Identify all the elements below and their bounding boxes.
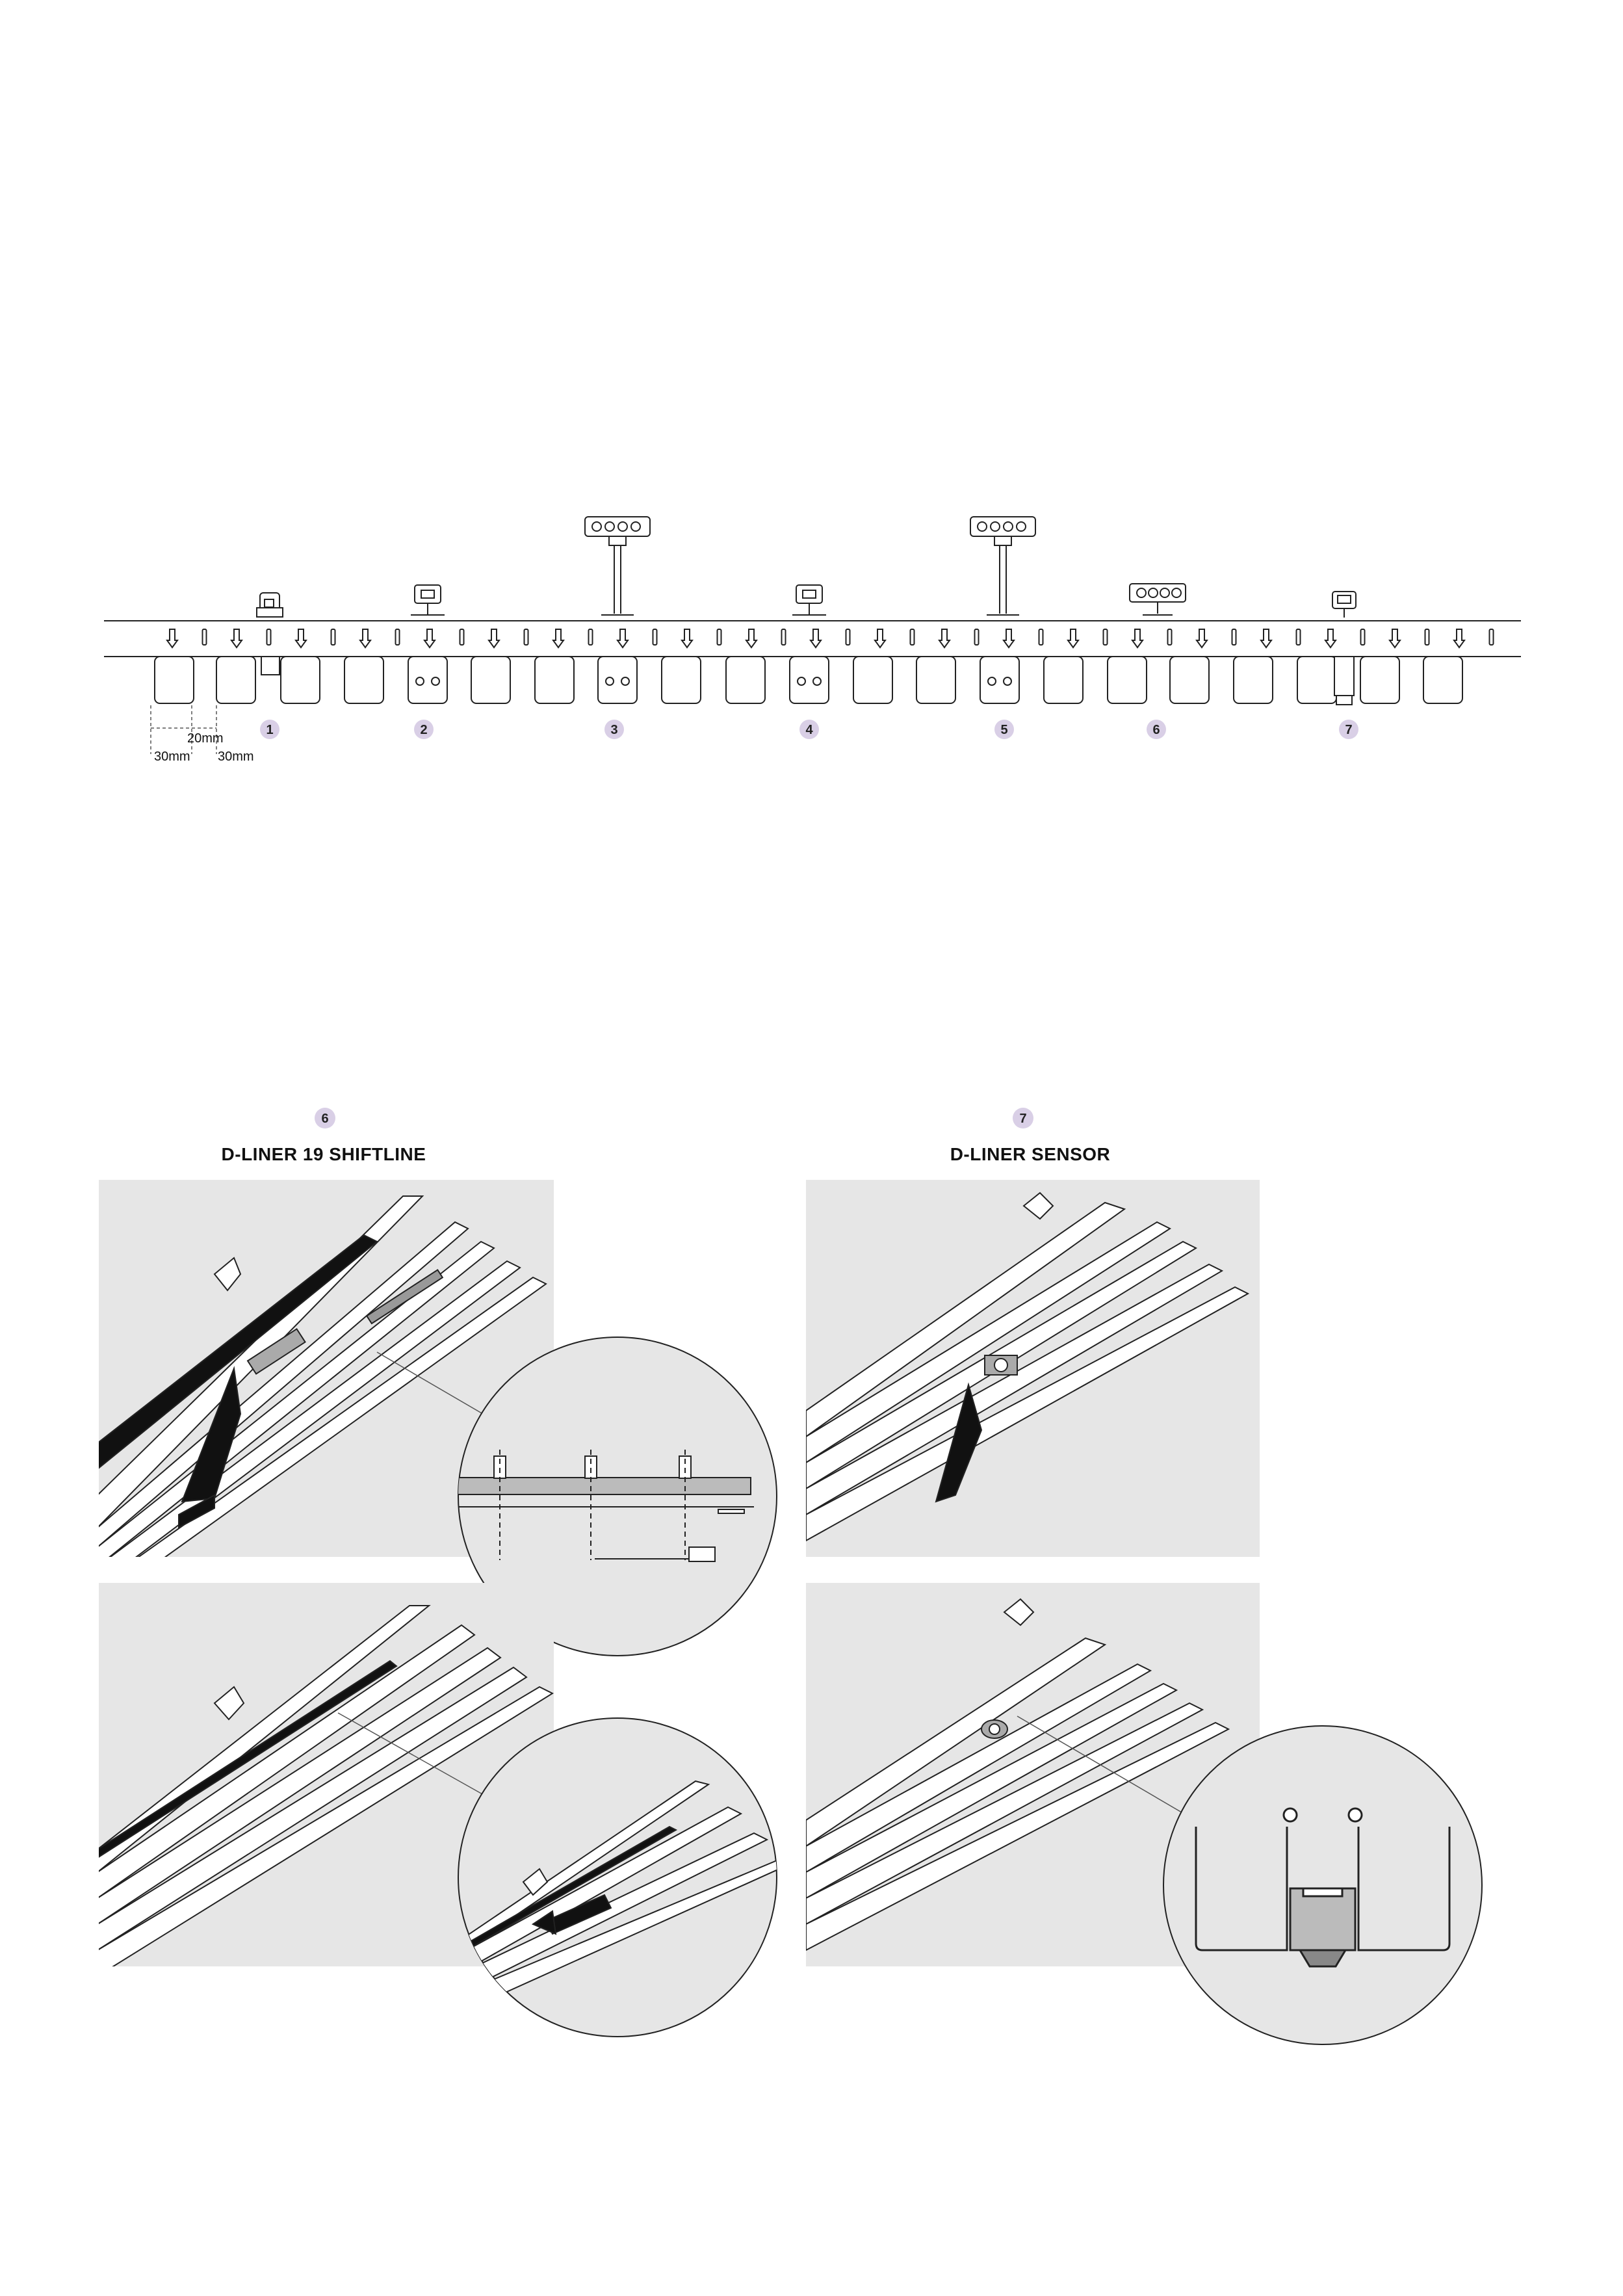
rail-mark [811, 629, 821, 647]
downlight-module [662, 657, 701, 703]
rail-mark [231, 629, 242, 647]
downlight-module [535, 657, 574, 703]
rail-mark [617, 629, 628, 647]
mount-3-icon [585, 517, 650, 615]
rail-mark [1004, 629, 1014, 647]
rail-mark [460, 629, 464, 645]
rail-mark [1197, 629, 1207, 647]
svg-text:4: 4 [805, 723, 813, 737]
downlight-module [1234, 657, 1273, 703]
dimension-spacing-label: 20mm [187, 731, 224, 746]
mount-6-icon [1130, 584, 1186, 615]
downlight-module [1170, 657, 1209, 703]
rail-mark [489, 629, 499, 647]
downlight-module [726, 657, 765, 703]
downlight-module [408, 657, 447, 703]
callout-badge-1 [260, 720, 279, 739]
rail-mark [396, 629, 400, 645]
downlight-module [216, 657, 255, 703]
rail-mark [682, 629, 692, 647]
svg-text:6: 6 [1152, 723, 1160, 737]
rail-mark [424, 629, 435, 647]
dimension-width-right-label: 30mm [218, 750, 254, 764]
rail-mark [267, 629, 271, 645]
rail-mark [1168, 629, 1172, 645]
rail-mark [203, 629, 207, 645]
callout-badges [260, 720, 1358, 739]
rail-mark [975, 629, 979, 645]
rail-mark [1361, 629, 1365, 645]
callout-badge-6 [1147, 720, 1166, 739]
downlight-module [471, 657, 510, 703]
downlight-module [790, 657, 829, 703]
section-7-title: D-LINER SENSOR [950, 1144, 1111, 1164]
callout-badge-2 [414, 720, 434, 739]
section-6-header [222, 1108, 426, 1164]
rail-mark [331, 629, 335, 645]
rail-mark [525, 629, 528, 645]
downlight-module [344, 657, 383, 703]
rail-mark [296, 629, 306, 647]
section-6-title: D-LINER 19 SHIFTLINE [221, 1144, 426, 1164]
mount-1-icon [257, 593, 283, 675]
zoom-detail-shiftline-slide [455, 1718, 786, 2037]
rail-mark [589, 629, 593, 645]
downlight-modules [155, 657, 1462, 703]
rail-mark [167, 629, 177, 647]
rail-mark [782, 629, 786, 645]
rail-mark [1454, 629, 1464, 647]
panel-sensor-install [806, 1180, 1260, 1557]
rail-mark [1232, 629, 1236, 645]
svg-text:3: 3 [610, 723, 618, 737]
downlight-module [1423, 657, 1462, 703]
rail-mark [1325, 629, 1336, 647]
downlight-module [155, 657, 194, 703]
downlight-module [1044, 657, 1083, 703]
callout-badge-7 [1339, 720, 1358, 739]
downlight-module [598, 657, 637, 703]
mount-2-icon [411, 585, 445, 615]
dimension-lines [151, 705, 216, 754]
rail-mark [653, 629, 657, 645]
rail-mark [1297, 629, 1301, 645]
rail-mark [718, 629, 721, 645]
rail-mark [911, 629, 915, 645]
rail-mark [746, 629, 757, 647]
downlight-module [853, 657, 892, 703]
downlight-module [1360, 657, 1399, 703]
downlight-module [916, 657, 955, 703]
svg-text:5: 5 [1000, 723, 1008, 737]
rail-mark [1261, 629, 1271, 647]
callout-badge-3 [604, 720, 624, 739]
downlight-module [281, 657, 320, 703]
rail-marks [167, 629, 1494, 647]
callout-badge-4 [799, 720, 819, 739]
rail-mark [939, 629, 950, 647]
mount-4-icon [792, 585, 826, 615]
mount-7-icon [1332, 592, 1356, 705]
svg-text:1: 1 [266, 723, 274, 737]
rail-mark [1132, 629, 1143, 647]
downlight-module [1297, 657, 1336, 703]
section-6-number: 6 [321, 1112, 329, 1126]
svg-text:2: 2 [420, 723, 428, 737]
downlight-module [980, 657, 1019, 703]
rail-mark [1068, 629, 1078, 647]
rail-mark [1425, 629, 1429, 645]
svg-text:7: 7 [1345, 723, 1353, 737]
rail-mark [360, 629, 370, 647]
mount-5-icon [970, 517, 1035, 615]
rail-mark [1039, 629, 1043, 645]
dimension-width-left-label: 30mm [154, 750, 190, 764]
overview-elevation [104, 621, 1521, 703]
rail-mark [1490, 629, 1494, 645]
rail-mark [875, 629, 885, 647]
section-7-number: 7 [1019, 1112, 1027, 1126]
section-7-header [950, 1108, 1111, 1164]
callout-badge-5 [994, 720, 1014, 739]
rail-mark [1390, 629, 1400, 647]
rail-mark [553, 629, 564, 647]
rail-mark [1104, 629, 1108, 645]
downlight-module [1108, 657, 1147, 703]
rail-mark [846, 629, 850, 645]
zoom-detail-sensor-section [1163, 1726, 1482, 2044]
